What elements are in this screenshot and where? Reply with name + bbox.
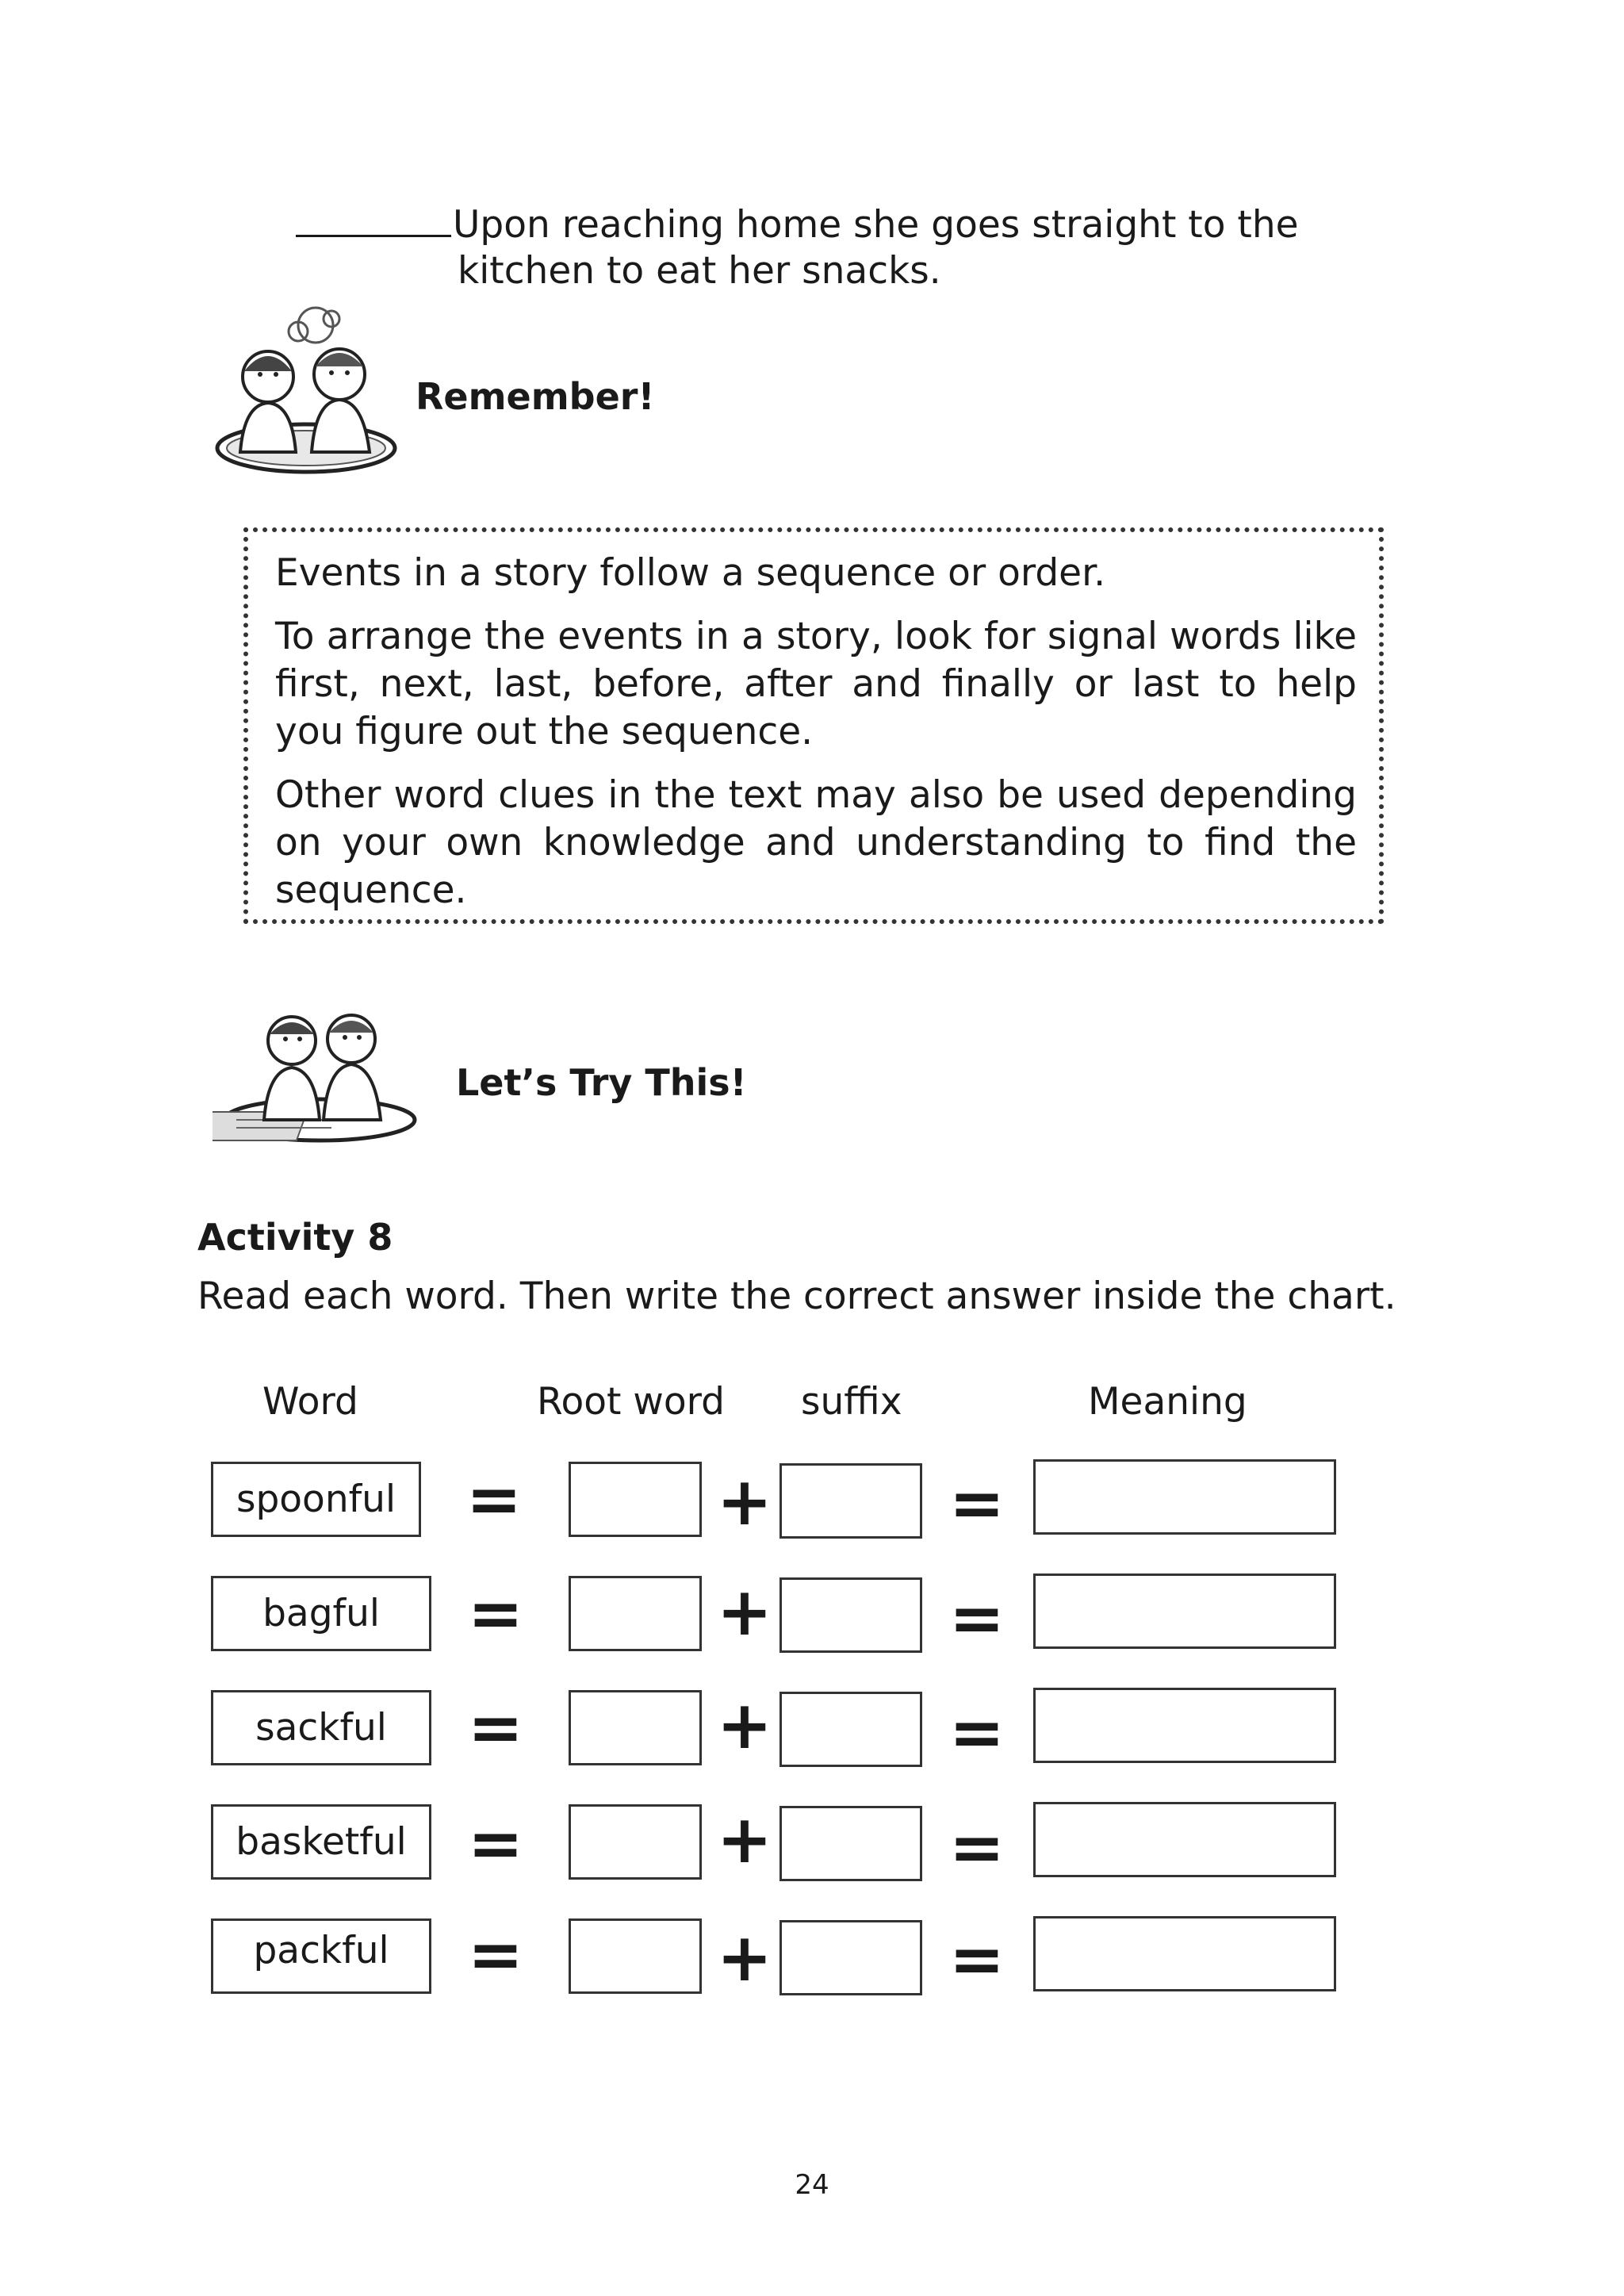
try-this-illustration (213, 1001, 427, 1144)
intro-text-1: Upon reaching home she goes straight to the (453, 203, 1299, 247)
remember-paragraph-3: Other word clues in the text may also be used depending on your own knowledge and understanding to find the sequence. (275, 773, 1357, 912)
root-word-input[interactable] (569, 1804, 702, 1880)
plus-sign: + (716, 1918, 773, 1996)
meaning-input[interactable] (1033, 1802, 1336, 1877)
remember-paragraph-1: Events in a story follow a sequence or order. (275, 551, 1106, 595)
equals-sign: = (467, 1688, 524, 1766)
intro-line-2: kitchen to eat her snacks. (458, 249, 941, 293)
equals-sign: = (467, 1574, 524, 1652)
equals-sign: = (948, 1693, 1005, 1771)
header-root-word: Root word (537, 1380, 725, 1424)
meaning-input[interactable] (1033, 1459, 1336, 1535)
suffix-input[interactable] (779, 1463, 922, 1539)
equals-sign: = (948, 1464, 1005, 1542)
equals-sign: = (948, 1579, 1005, 1657)
children-reading-icon (213, 1001, 427, 1144)
suffix-input[interactable] (779, 1806, 922, 1881)
equals-sign: = (467, 1915, 524, 1993)
suffix-input[interactable] (779, 1920, 922, 1995)
root-word-input[interactable] (569, 1690, 702, 1765)
word-box-packful: packful (211, 1918, 431, 1994)
word-box-spoonful: spoonful (211, 1462, 421, 1537)
word-box-basketful: basketful (211, 1804, 431, 1880)
meaning-input[interactable] (1033, 1916, 1336, 1991)
page-number: 24 (795, 2169, 829, 2201)
plus-sign: + (716, 1800, 773, 1878)
activity-title: Activity 8 (197, 1216, 393, 1259)
suffix-input[interactable] (779, 1577, 922, 1653)
remember-box (243, 527, 1384, 924)
header-meaning: Meaning (1088, 1380, 1247, 1424)
meaning-input[interactable] (1033, 1573, 1336, 1649)
try-this-heading: Let’s Try This! (456, 1061, 747, 1104)
equals-sign: = (465, 1460, 523, 1538)
header-word: Word (262, 1380, 358, 1424)
children-thinking-icon (213, 301, 400, 479)
root-word-input[interactable] (569, 1576, 702, 1651)
remember-heading: Remember! (416, 375, 655, 418)
word-box-bagful: bagful (211, 1576, 431, 1651)
answer-blank[interactable] (296, 200, 451, 237)
intro-line-1 (296, 200, 1299, 249)
plus-sign: + (716, 1573, 773, 1650)
plus-sign: + (716, 1686, 773, 1764)
equals-sign: = (948, 1920, 1005, 1998)
remember-illustration (213, 301, 400, 479)
root-word-input[interactable] (569, 1462, 702, 1537)
root-word-input[interactable] (569, 1918, 702, 1994)
word-box-sackful: sackful (211, 1690, 431, 1765)
activity-instruction: Read each word. Then write the correct answer inside the chart. (197, 1274, 1396, 1318)
header-suffix: suffix (801, 1380, 902, 1424)
meaning-input[interactable] (1033, 1688, 1336, 1763)
equals-sign: = (467, 1804, 524, 1882)
plus-sign: + (716, 1462, 773, 1540)
remember-paragraph-2: To arrange the events in a story, look for signal words like first, next, last, before, after and finally or last to help you figure out the sequence. (275, 615, 1357, 753)
equals-sign: = (948, 1808, 1005, 1886)
suffix-input[interactable] (779, 1692, 922, 1767)
